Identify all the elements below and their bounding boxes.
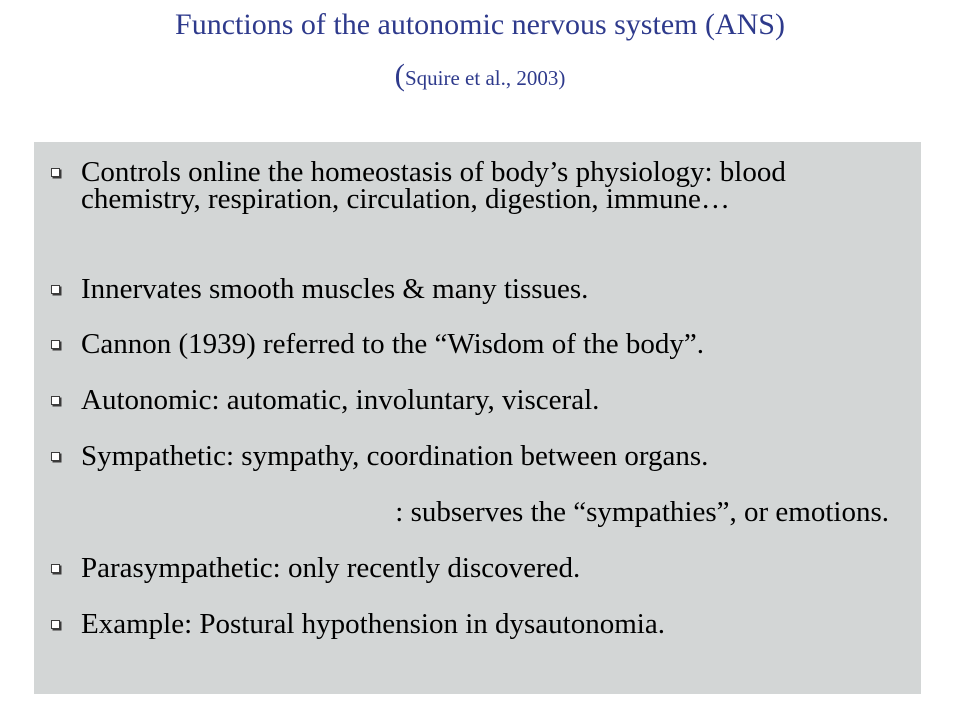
square-bullet-icon bbox=[51, 396, 60, 405]
bullet-text: Innervates smooth muscles & many tissues. bbox=[81, 273, 589, 305]
title-citation: Squire et al., 2003) bbox=[404, 66, 566, 90]
square-bullet-icon bbox=[51, 340, 60, 349]
slide-title bbox=[0, 8, 960, 95]
sympathetic-continuation: : subserves the “sympathies”, or emotions. bbox=[395, 496, 889, 528]
content-panel bbox=[34, 142, 921, 694]
bullet-text: Parasympathetic: only recently discovered. bbox=[81, 552, 581, 584]
bullet-text: Cannon (1939) referred to the “Wisdom of the body”. bbox=[81, 328, 704, 360]
title-line-2 bbox=[0, 58, 960, 95]
square-bullet-icon bbox=[51, 285, 60, 294]
square-bullet-icon bbox=[51, 168, 60, 177]
bullet-text: Example: Postural hypothension in dysautonomia. bbox=[81, 608, 665, 640]
square-bullet-icon bbox=[51, 564, 60, 573]
square-bullet-icon bbox=[51, 620, 60, 629]
bullet-text: Autonomic: automatic, involuntary, visceral. bbox=[81, 384, 600, 416]
square-bullet-icon bbox=[51, 452, 60, 461]
bullet-text: Controls online the homeostasis of body’s physiology: blood chemistry, respiration, circulation, digestion, immune… bbox=[81, 156, 786, 215]
title-line-1: Functions of the autonomic nervous system (ANS) bbox=[175, 8, 785, 41]
title-paren: ( bbox=[394, 57, 405, 92]
bullet-text: Sympathetic: sympathy, coordination between organs. bbox=[81, 440, 709, 472]
